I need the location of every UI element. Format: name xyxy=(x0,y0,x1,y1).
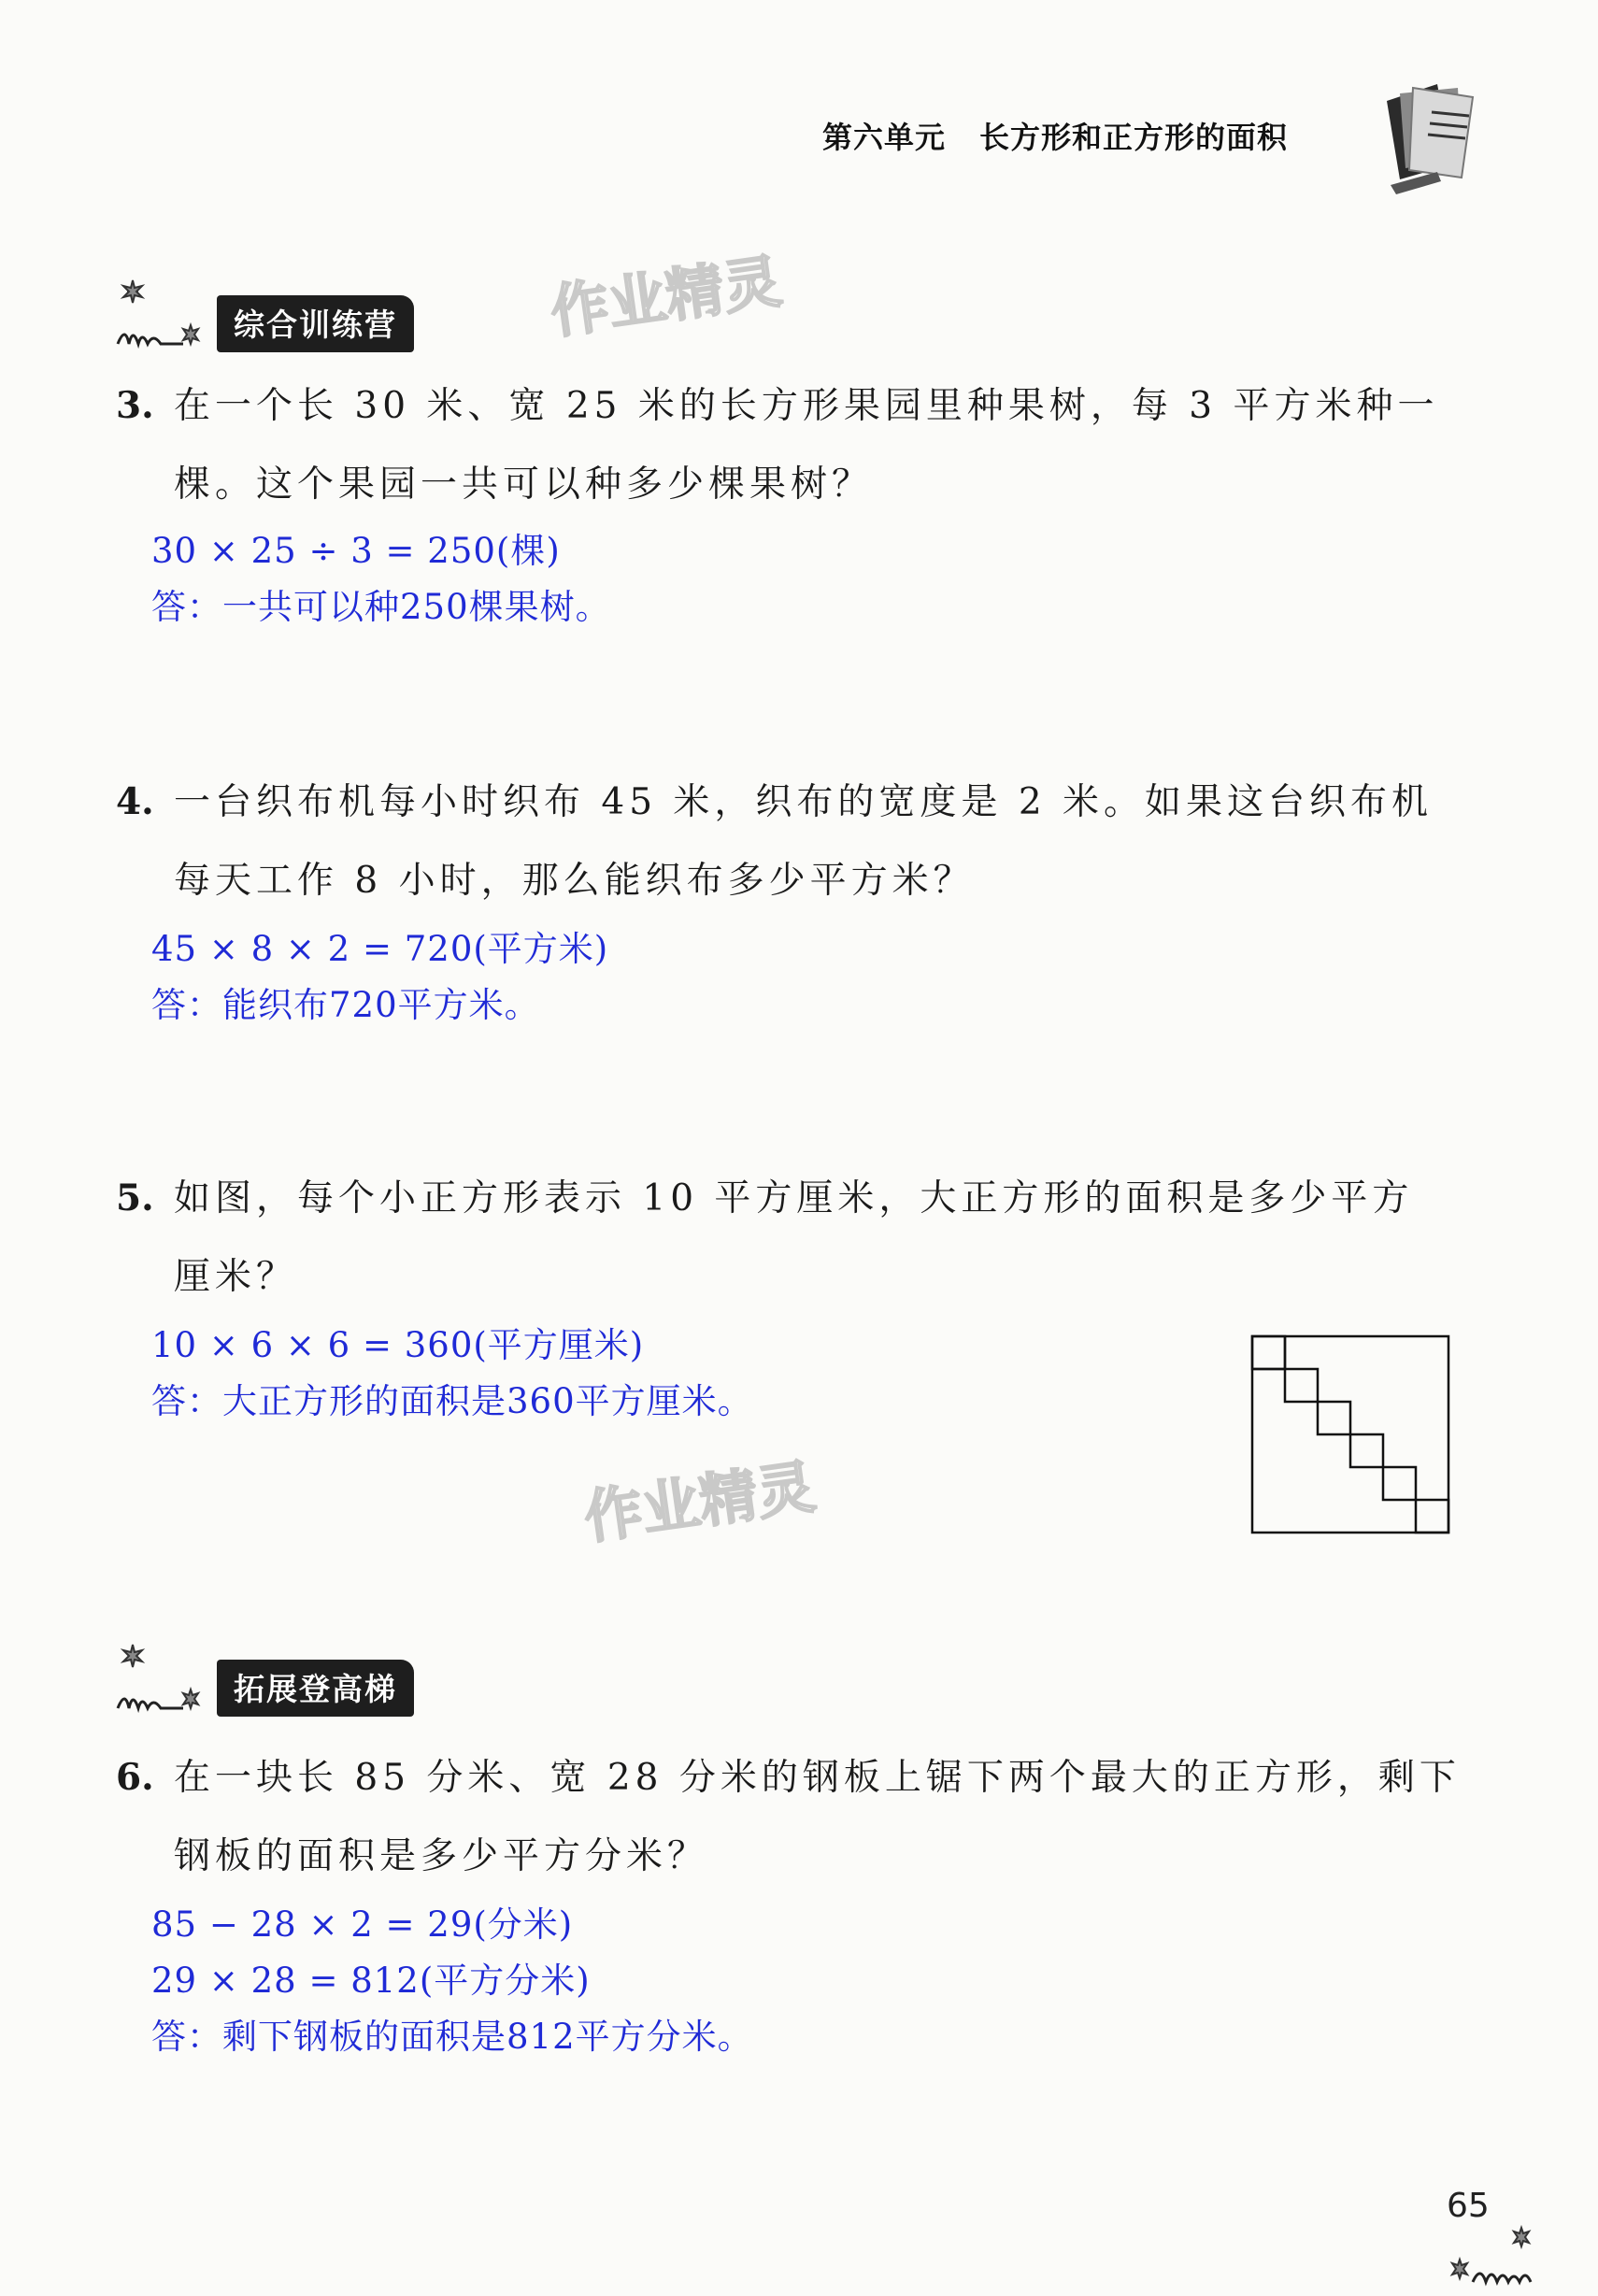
small-square xyxy=(1318,1402,1350,1434)
question-number: 3. xyxy=(116,384,154,427)
answer-statement: 答：剩下钢板的面积是812平方分米。 xyxy=(151,2017,753,2057)
flower-grass-icon xyxy=(1439,2224,1542,2289)
small-square xyxy=(1416,1500,1448,1533)
flower-grass-icon xyxy=(112,1643,215,1718)
flower-grass-icon xyxy=(112,278,215,353)
answer-6 xyxy=(151,1897,753,2065)
answer-equation: 29 × 28 = 812(平方分米) xyxy=(151,1961,591,2001)
page-number: 65 xyxy=(1447,2187,1490,2225)
small-square xyxy=(1285,1369,1318,1402)
question-number: 5. xyxy=(116,1177,154,1219)
question-text: 如图，每个小正方形表示 10 平方厘米，大正方形的面积是多少平方 xyxy=(174,1177,1414,1219)
small-square xyxy=(1383,1467,1416,1500)
small-square xyxy=(1350,1434,1383,1467)
answer-equation: 30 × 25 ÷ 3 = 250(棵) xyxy=(151,531,561,571)
unit-label: 第六单元 xyxy=(822,120,947,155)
answer-statement: 答：一共可以种250棵果树。 xyxy=(151,587,611,627)
square-grid-figure xyxy=(1250,1334,1450,1534)
question-text: 棵。这个果园一共可以种多少棵果树？ xyxy=(174,463,874,506)
answer-statement: 答：能织布720平方米。 xyxy=(151,985,540,1025)
question-text: 厘米？ xyxy=(174,1256,298,1298)
answer-equation: 10 × 6 × 6 = 360(平方厘米) xyxy=(151,1325,645,1365)
answer-equation: 85 − 28 × 2 = 29(分米) xyxy=(151,1904,574,1945)
question-text: 一台织布机每小时织布 45 米，织布的宽度是 2 米。如果这台织布机 xyxy=(174,781,1434,823)
question-4 xyxy=(116,763,1462,920)
answer-statement: 答：大正方形的面积是360平方厘米。 xyxy=(151,1381,753,1421)
book-stack-icon xyxy=(1372,75,1484,196)
question-text: 在一个长 30 米、宽 25 米的长方形果园里种果树，每 3 平方米种一 xyxy=(174,385,1439,427)
watermark-top: 作业精灵 xyxy=(546,247,786,347)
question-6 xyxy=(116,1738,1462,1896)
question-text: 每天工作 8 小时，那么能织布多少平方米？ xyxy=(174,860,975,902)
question-number: 6. xyxy=(116,1756,154,1799)
question-3 xyxy=(116,366,1462,524)
answer-5 xyxy=(151,1318,753,1430)
question-number: 4. xyxy=(116,780,154,823)
unit-title: 长方形和正方形的面积 xyxy=(979,120,1289,155)
question-text: 在一块长 85 分米、宽 28 分米的钢板上锯下两个最大的正方形，剩下 xyxy=(174,1757,1461,1799)
section-title: 拓展登高梯 xyxy=(217,1660,414,1717)
unit-header xyxy=(822,114,1288,157)
question-5 xyxy=(116,1159,1462,1317)
answer-3 xyxy=(151,523,611,635)
question-text: 钢板的面积是多少平方分米？ xyxy=(174,1835,709,1877)
small-square xyxy=(1252,1336,1285,1369)
section-title: 综合训练营 xyxy=(217,295,414,352)
answer-4 xyxy=(151,921,608,1034)
watermark-middle: 作业精灵 xyxy=(579,1452,820,1552)
answer-equation: 45 × 8 × 2 = 720(平方米) xyxy=(151,929,609,969)
